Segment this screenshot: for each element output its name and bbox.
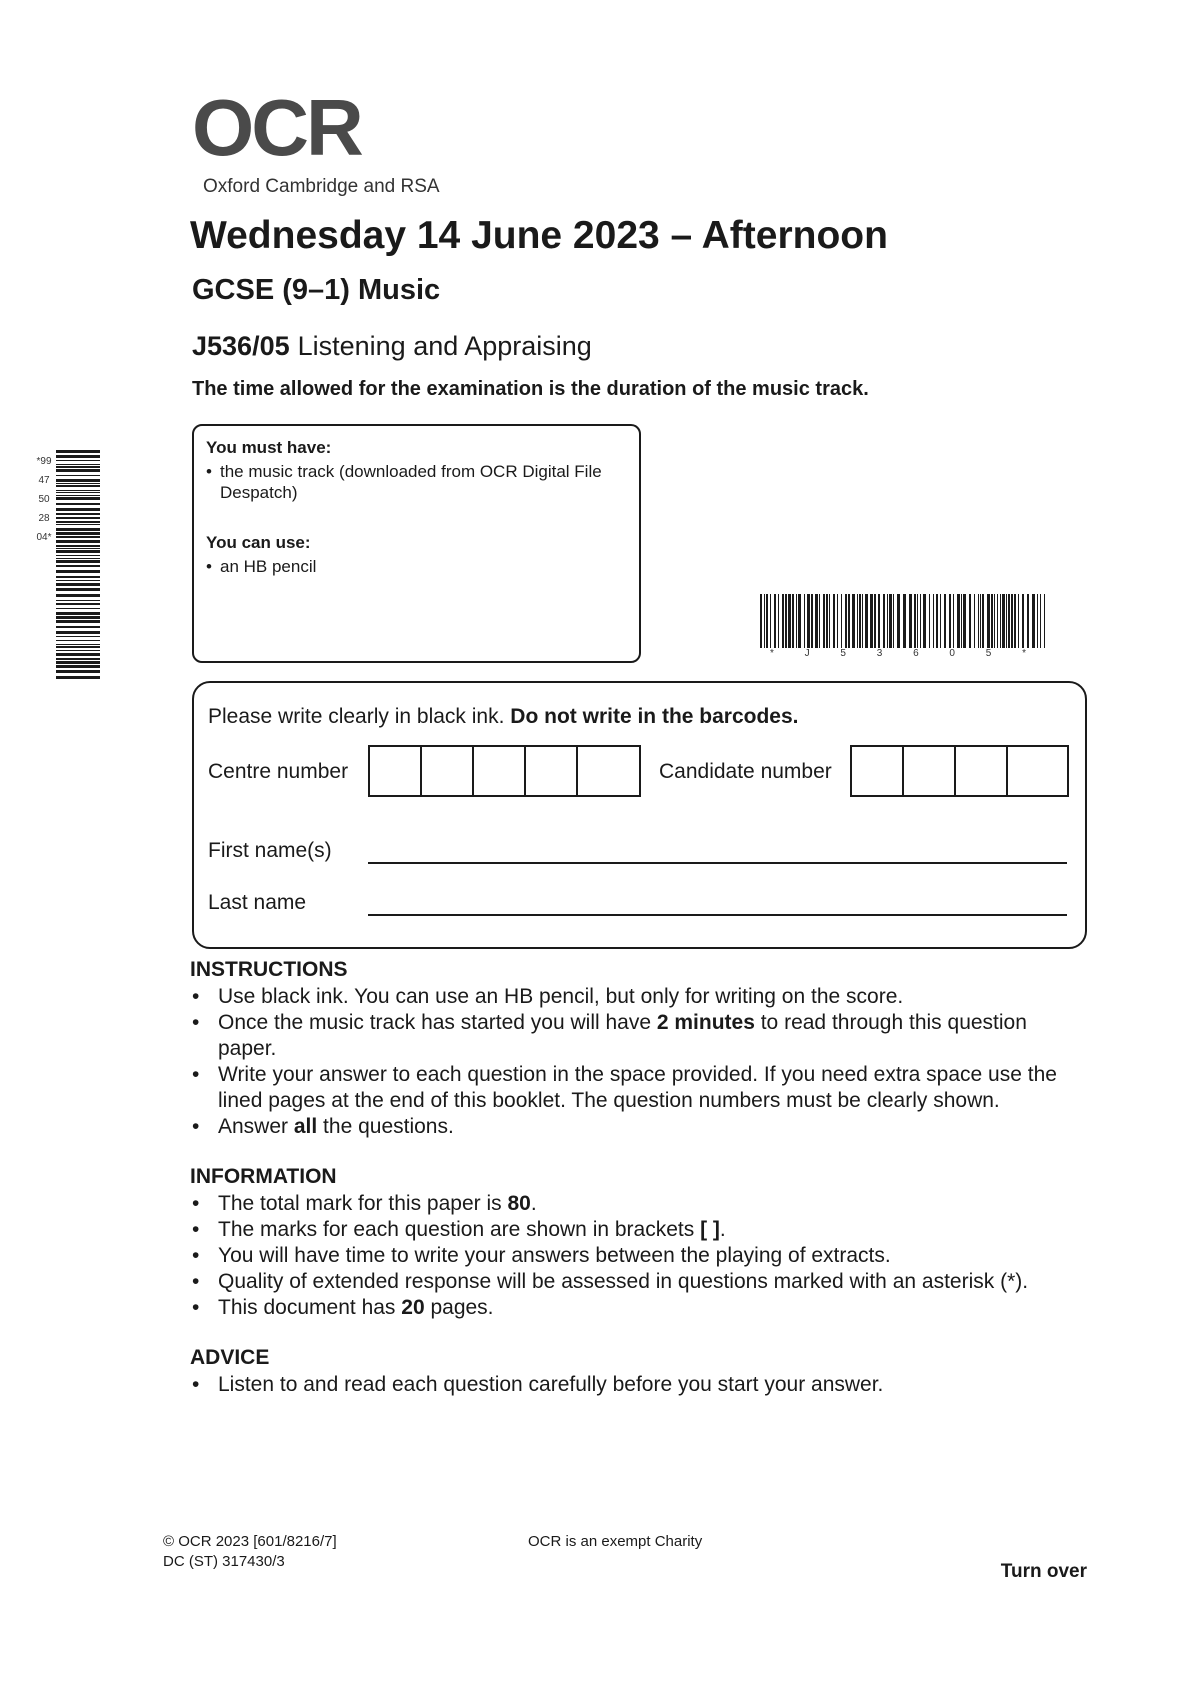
candidate-number-label: Candidate number: [659, 760, 832, 783]
document-code: DC (ST) 317430/3: [163, 1553, 285, 1570]
list-item: • Use black ink. You can use an HB pencil, but only for writing on the score.: [192, 985, 904, 1008]
candidate-details-box: [192, 681, 1087, 949]
time-allowed: The time allowed for the examination is the duration of the music track.: [192, 378, 869, 400]
ocr-logo: OCR: [192, 83, 361, 172]
list-item: • Listen to and read each question carefully before you start your answer.: [192, 1373, 884, 1396]
paper-code: J536/05: [192, 331, 290, 361]
copyright: © OCR 2023 [601/8216/7]: [163, 1533, 337, 1550]
qualification-title: GCSE (9–1) Music: [192, 274, 441, 306]
list-item: • Answer all the questions.: [192, 1115, 454, 1138]
must-have-label: You must have:: [206, 438, 332, 457]
turn-over-label: Turn over: [1000, 1561, 1087, 1582]
side-barcode: [56, 450, 100, 682]
paper-barcode-digits: * J 5 3 6 0 5 *: [769, 648, 1041, 659]
candidate-number-boxes[interactable]: [850, 745, 1069, 797]
logo-tagline: Oxford Cambridge and RSA: [203, 176, 440, 197]
charity-note: OCR is an exempt Charity: [528, 1533, 703, 1550]
list-item: • This document has 20 pages.: [192, 1296, 494, 1319]
centre-number-label: Centre number: [208, 760, 349, 783]
first-name-line[interactable]: [368, 862, 1067, 864]
list-item: • The total mark for this paper is 80.: [192, 1192, 537, 1215]
ink-instruction: Please write clearly in black ink. Do not write in the barcodes.: [208, 705, 799, 728]
paper-heading: [192, 331, 592, 362]
centre-number-boxes[interactable]: [368, 745, 641, 797]
footer-left: [163, 1532, 337, 1572]
instructions-heading: INSTRUCTIONS: [190, 958, 348, 981]
paper-barcode: [760, 594, 1050, 648]
list-item: • Write your answer to each question in the space provided. If you need extra space use the lined pages at the end of this booklet. The question numbers must be clearly shown.: [192, 1063, 1057, 1112]
instructions-list: [190, 984, 1090, 1140]
can-use-item: • an HB pencil: [206, 557, 317, 576]
requirements-box: [192, 424, 641, 663]
information-heading: INFORMATION: [190, 1165, 337, 1188]
last-name-line[interactable]: [368, 914, 1067, 916]
first-name-label: First name(s): [208, 839, 332, 862]
can-use-label: You can use:: [206, 533, 311, 552]
paper-title: Listening and Appraising: [297, 331, 592, 361]
side-barcode-digits: *9947502804*: [36, 456, 52, 543]
advice-heading: ADVICE: [190, 1346, 270, 1369]
list-item: • The marks for each question are shown in brackets [ ].: [192, 1218, 726, 1241]
advice-list: [190, 1372, 1090, 1398]
last-name-label: Last name: [208, 891, 307, 914]
list-item: • Quality of extended response will be assessed in questions marked with an asterisk (*).: [192, 1270, 1029, 1293]
must-have-item: • the music track (downloaded from OCR Digital File Despatch): [206, 462, 602, 502]
list-item: • Once the music track has started you will have 2 minutes to read through this question paper.: [192, 1011, 1027, 1060]
list-item: • You will have time to write your answers between the playing of extracts.: [192, 1244, 891, 1267]
information-list: [190, 1191, 1090, 1321]
exam-date-session: Wednesday 14 June 2023 – Afternoon: [190, 214, 888, 257]
